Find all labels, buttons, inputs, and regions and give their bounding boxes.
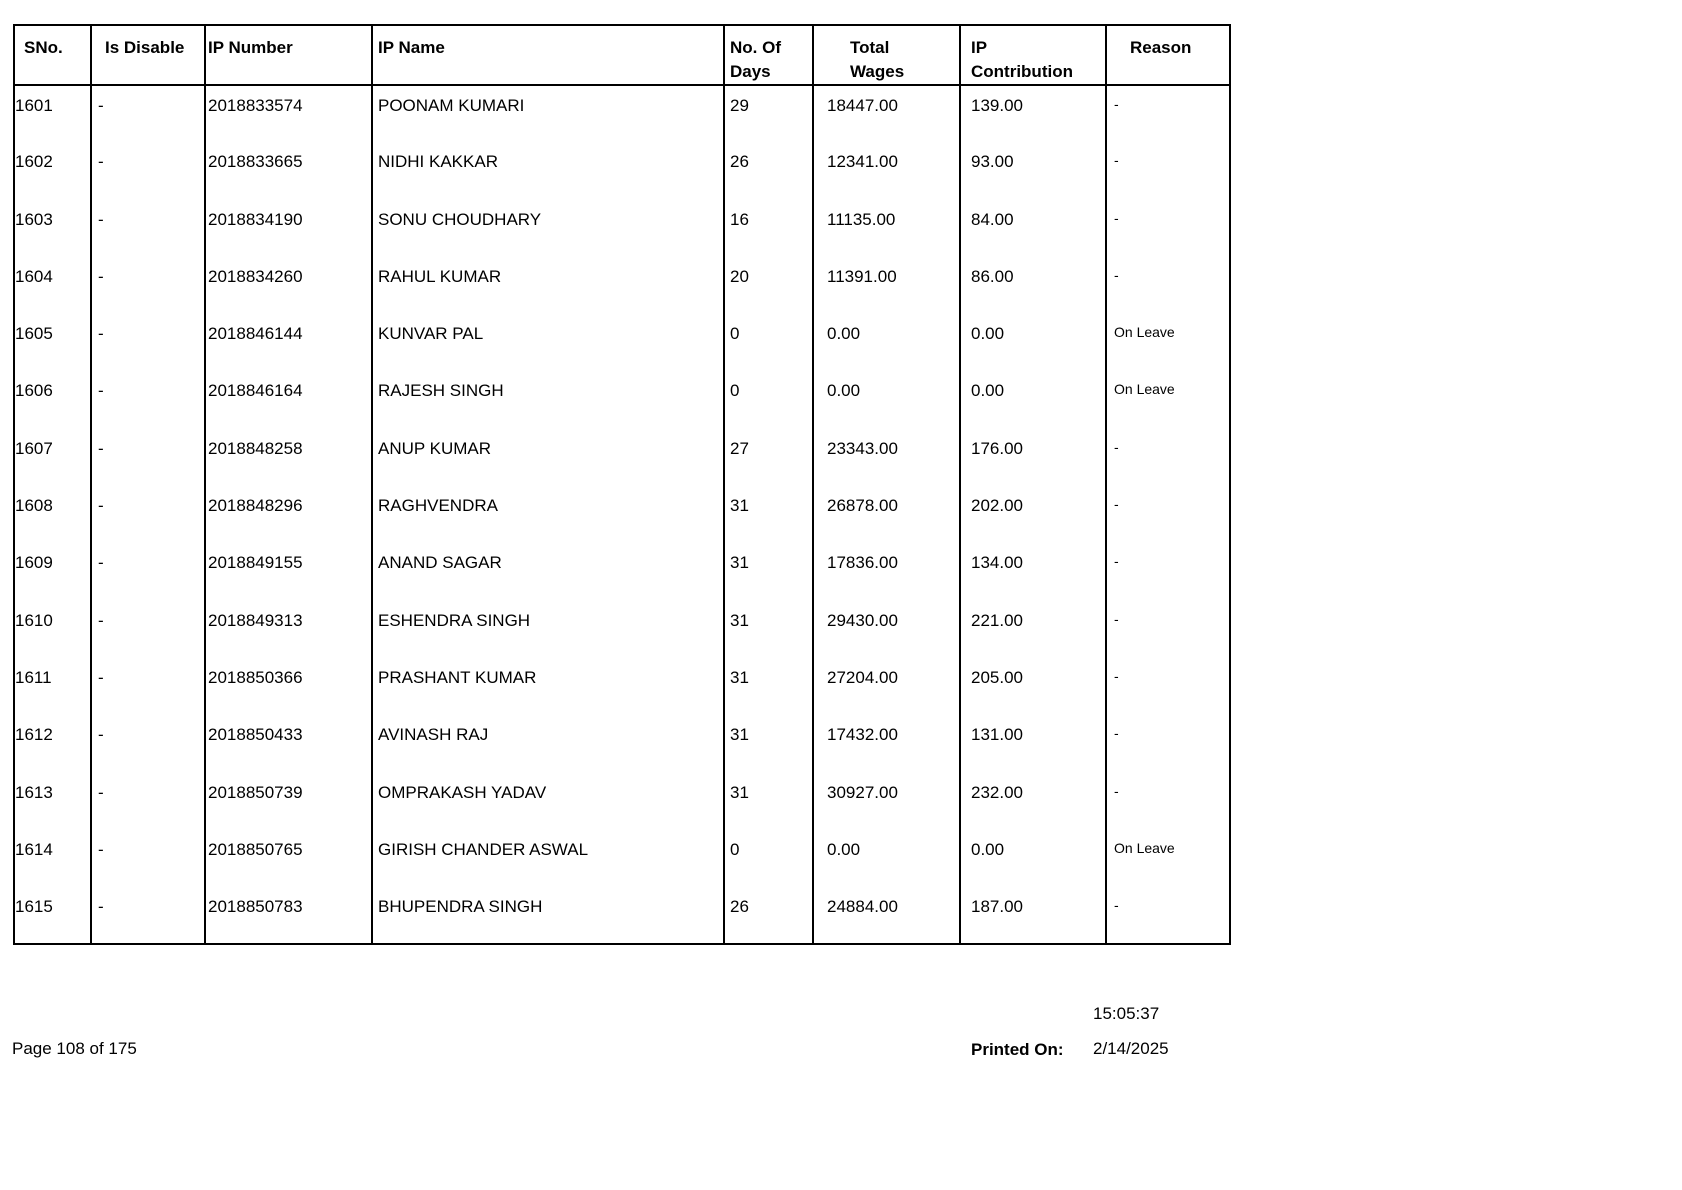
table-body <box>14 85 1230 944</box>
cell-total-wages: 27204.00 <box>813 658 960 715</box>
cell-days: 0 <box>724 314 813 371</box>
cell-ip-number: 2018850366 <box>205 658 372 715</box>
cell-ip-name: SONU CHOUDHARY <box>372 200 724 257</box>
cell-sno: 1607 <box>14 429 91 486</box>
table-row <box>14 830 1230 887</box>
cell-total-wages: 17432.00 <box>813 715 960 772</box>
table-row <box>14 887 1230 944</box>
table-row <box>14 773 1230 830</box>
cell-days: 0 <box>724 830 813 887</box>
header-is-disable <box>91 25 205 85</box>
cell-reason: - <box>1106 658 1230 715</box>
cell-days: 31 <box>724 486 813 543</box>
table-row <box>14 429 1230 486</box>
cell-is-disable: - <box>91 257 205 314</box>
cell-days: 29 <box>724 85 813 142</box>
cell-is-disable: - <box>91 85 205 142</box>
cell-is-disable: - <box>91 773 205 830</box>
header-wages-line1: Total <box>850 38 890 57</box>
cell-reason: - <box>1106 543 1230 600</box>
header-reason-label: Reason <box>1130 38 1192 57</box>
table-row <box>14 543 1230 600</box>
cell-sno: 1603 <box>14 200 91 257</box>
cell-is-disable: - <box>91 371 205 428</box>
cell-ip-number: 2018846164 <box>205 371 372 428</box>
table-row <box>14 658 1230 715</box>
cell-ip-name: RAJESH SINGH <box>372 371 724 428</box>
cell-ip-name: GIRISH CHANDER ASWAL <box>372 830 724 887</box>
cell-sno: 1610 <box>14 601 91 658</box>
cell-ip-number: 2018850783 <box>205 887 372 944</box>
cell-ip-name: PRASHANT KUMAR <box>372 658 724 715</box>
cell-ip-contribution: 86.00 <box>960 257 1106 314</box>
cell-days: 26 <box>724 887 813 944</box>
cell-total-wages: 29430.00 <box>813 601 960 658</box>
cell-is-disable: - <box>91 543 205 600</box>
table-row <box>14 715 1230 772</box>
header-wages-line2: Wages <box>850 62 905 81</box>
cell-ip-name: ANUP KUMAR <box>372 429 724 486</box>
cell-reason: - <box>1106 200 1230 257</box>
cell-ip-number: 2018849155 <box>205 543 372 600</box>
page-info: Page 108 of 175 <box>12 1039 137 1058</box>
table-row <box>14 371 1230 428</box>
header-contrib-line1: IP <box>971 38 988 57</box>
cell-ip-number: 2018833665 <box>205 142 372 199</box>
cell-reason: - <box>1106 429 1230 486</box>
cell-total-wages: 17836.00 <box>813 543 960 600</box>
cell-days: 31 <box>724 601 813 658</box>
cell-reason: - <box>1106 715 1230 772</box>
cell-ip-name: RAHUL KUMAR <box>372 257 724 314</box>
cell-sno: 1602 <box>14 142 91 199</box>
header-ip-number-label: IP Number <box>208 38 293 57</box>
cell-reason: - <box>1106 773 1230 830</box>
cell-days: 26 <box>724 142 813 199</box>
cell-ip-name: OMPRAKASH YADAV <box>372 773 724 830</box>
cell-is-disable: - <box>91 142 205 199</box>
cell-ip-number: 2018849313 <box>205 601 372 658</box>
cell-total-wages: 0.00 <box>813 314 960 371</box>
table-header <box>14 25 1230 85</box>
cell-sno: 1608 <box>14 486 91 543</box>
cell-reason: On Leave <box>1106 371 1230 428</box>
cell-days: 20 <box>724 257 813 314</box>
cell-days: 31 <box>724 715 813 772</box>
cell-total-wages: 11135.00 <box>813 200 960 257</box>
cell-ip-contribution: 0.00 <box>960 314 1106 371</box>
cell-days: 31 <box>724 773 813 830</box>
cell-ip-contribution: 134.00 <box>960 543 1106 600</box>
cell-ip-contribution: 131.00 <box>960 715 1106 772</box>
cell-sno: 1606 <box>14 371 91 428</box>
cell-reason: On Leave <box>1106 830 1230 887</box>
cell-is-disable: - <box>91 601 205 658</box>
table-row <box>14 257 1230 314</box>
cell-is-disable: - <box>91 486 205 543</box>
cell-ip-number: 2018834190 <box>205 200 372 257</box>
printed-time: 15:05:37 <box>1093 1004 1160 1023</box>
cell-ip-contribution: 221.00 <box>960 601 1106 658</box>
cell-sno: 1604 <box>14 257 91 314</box>
contribution-table <box>13 24 1231 945</box>
cell-ip-contribution: 0.00 <box>960 830 1106 887</box>
cell-ip-contribution: 93.00 <box>960 142 1106 199</box>
cell-total-wages: 30927.00 <box>813 773 960 830</box>
cell-reason: - <box>1106 142 1230 199</box>
cell-ip-number: 2018850739 <box>205 773 372 830</box>
header-is-disable-label: Is Disable <box>105 38 185 57</box>
cell-ip-contribution: 232.00 <box>960 773 1106 830</box>
header-contrib-line2: Contribution <box>971 62 1073 81</box>
header-sno <box>14 25 91 85</box>
cell-reason: - <box>1106 601 1230 658</box>
header-ip-contribution <box>960 25 1106 85</box>
header-row <box>14 25 1230 85</box>
cell-ip-contribution: 202.00 <box>960 486 1106 543</box>
cell-ip-number: 2018848258 <box>205 429 372 486</box>
cell-days: 31 <box>724 543 813 600</box>
table-row <box>14 200 1230 257</box>
header-ip-number <box>205 25 372 85</box>
cell-ip-contribution: 187.00 <box>960 887 1106 944</box>
cell-total-wages: 24884.00 <box>813 887 960 944</box>
cell-ip-number: 2018848296 <box>205 486 372 543</box>
printed-on-label: Printed On: <box>971 1040 1064 1059</box>
cell-reason: On Leave <box>1106 314 1230 371</box>
cell-is-disable: - <box>91 658 205 715</box>
cell-sno: 1614 <box>14 830 91 887</box>
cell-is-disable: - <box>91 887 205 944</box>
cell-ip-name: KUNVAR PAL <box>372 314 724 371</box>
cell-ip-number: 2018833574 <box>205 85 372 142</box>
header-ip-name-label: IP Name <box>378 38 445 57</box>
header-total-wages <box>813 25 960 85</box>
cell-ip-name: NIDHI KAKKAR <box>372 142 724 199</box>
cell-ip-contribution: 139.00 <box>960 85 1106 142</box>
cell-days: 16 <box>724 200 813 257</box>
cell-sno: 1601 <box>14 85 91 142</box>
header-days-line2: Days <box>730 62 771 81</box>
cell-is-disable: - <box>91 314 205 371</box>
header-ip-name <box>372 25 724 85</box>
cell-total-wages: 26878.00 <box>813 486 960 543</box>
table-row <box>14 601 1230 658</box>
cell-sno: 1613 <box>14 773 91 830</box>
cell-total-wages: 0.00 <box>813 830 960 887</box>
cell-is-disable: - <box>91 200 205 257</box>
cell-days: 27 <box>724 429 813 486</box>
cell-ip-contribution: 0.00 <box>960 371 1106 428</box>
cell-ip-number: 2018850765 <box>205 830 372 887</box>
cell-ip-name: RAGHVENDRA <box>372 486 724 543</box>
cell-sno: 1609 <box>14 543 91 600</box>
table-row <box>14 486 1230 543</box>
cell-total-wages: 23343.00 <box>813 429 960 486</box>
cell-ip-number: 2018850433 <box>205 715 372 772</box>
cell-sno: 1615 <box>14 887 91 944</box>
cell-total-wages: 18447.00 <box>813 85 960 142</box>
cell-ip-name: POONAM KUMARI <box>372 85 724 142</box>
cell-ip-contribution: 84.00 <box>960 200 1106 257</box>
header-sno-label: SNo. <box>24 38 63 57</box>
cell-ip-number: 2018834260 <box>205 257 372 314</box>
header-reason <box>1106 25 1230 85</box>
cell-sno: 1611 <box>14 658 91 715</box>
cell-total-wages: 12341.00 <box>813 142 960 199</box>
table-row <box>14 142 1230 199</box>
cell-reason: - <box>1106 887 1230 944</box>
cell-days: 31 <box>724 658 813 715</box>
cell-is-disable: - <box>91 429 205 486</box>
cell-ip-name: AVINASH RAJ <box>372 715 724 772</box>
cell-total-wages: 0.00 <box>813 371 960 428</box>
cell-sno: 1612 <box>14 715 91 772</box>
cell-is-disable: - <box>91 715 205 772</box>
cell-days: 0 <box>724 371 813 428</box>
cell-ip-contribution: 176.00 <box>960 429 1106 486</box>
cell-is-disable: - <box>91 830 205 887</box>
cell-reason: - <box>1106 257 1230 314</box>
cell-ip-contribution: 205.00 <box>960 658 1106 715</box>
cell-reason: - <box>1106 486 1230 543</box>
cell-ip-name: BHUPENDRA SINGH <box>372 887 724 944</box>
cell-total-wages: 11391.00 <box>813 257 960 314</box>
header-days <box>724 25 813 85</box>
table-row <box>14 85 1230 142</box>
cell-ip-name: ESHENDRA SINGH <box>372 601 724 658</box>
cell-sno: 1605 <box>14 314 91 371</box>
cell-reason: - <box>1106 85 1230 142</box>
cell-ip-number: 2018846144 <box>205 314 372 371</box>
cell-ip-name: ANAND SAGAR <box>372 543 724 600</box>
table-row <box>14 314 1230 371</box>
header-days-line1: No. Of <box>730 38 781 57</box>
printed-date: 2/14/2025 <box>1093 1039 1169 1058</box>
